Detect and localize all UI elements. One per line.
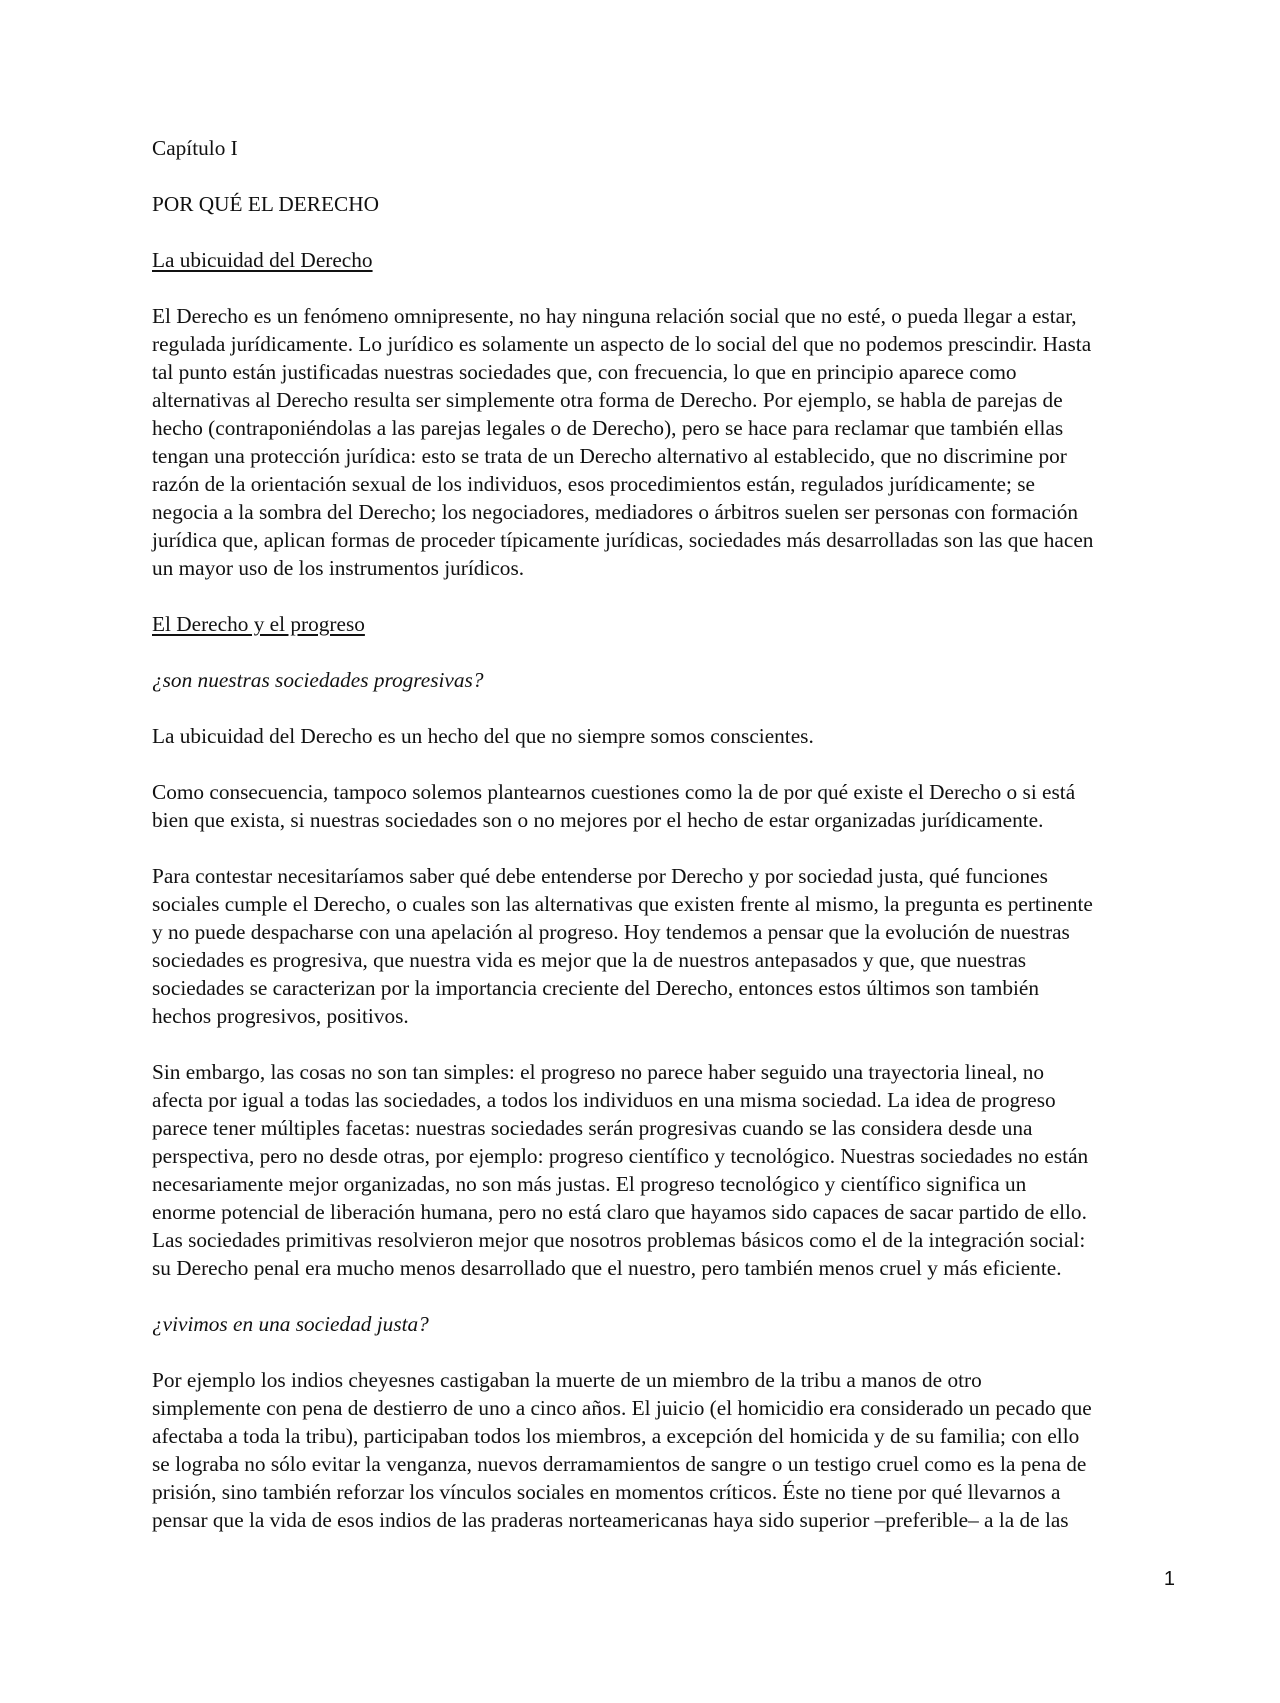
- paragraph-line: sociedades se caracterizan por la importancia creciente del Derecho, entonces estos últimos son también: [152, 976, 1040, 1000]
- paragraph-line: pensar que la vida de esos indios de las praderas norteamericanas haya sido superior –preferible– a la de las: [152, 1508, 1069, 1532]
- paragraph-line: Las sociedades primitivas resolvieron mejor que nosotros problemas básicos como el de la integración social:: [152, 1228, 1086, 1252]
- paragraph-sin-embargo: [152, 1058, 1182, 1282]
- paragraph-line: sociales cumple el Derecho, o cuales son las alternativas que existen frente al mismo, la pregunta es pertinente: [152, 892, 1093, 916]
- paragraph-line: afectaba a toda la tribu), participaban todos los miembros, a excepción del homicida y de su familia; con ello: [152, 1424, 1080, 1448]
- paragraph-line: su Derecho penal era mucho menos desarrollado que el nuestro, pero también menos cruel y más eficiente.: [152, 1256, 1062, 1280]
- chapter-title: POR QUÉ EL DERECHO: [152, 192, 379, 216]
- paragraph-line: El Derecho es un fenómeno omnipresente, no hay ninguna relación social que no esté, o pueda llegar a estar,: [152, 304, 1077, 328]
- paragraph-line: y no puede despacharse con una apelación al progreso. Hoy tendemos a pensar que la evolución de nuestras: [152, 920, 1070, 944]
- paragraph-line: hechos progresivos, positivos.: [152, 1004, 409, 1028]
- paragraph-line: Como consecuencia, tampoco solemos plantearnos cuestiones como la de por qué existe el Derecho o si está: [152, 780, 1076, 804]
- section-heading-text: La ubicuidad del Derecho: [152, 248, 373, 272]
- paragraph-cheyesnes: [152, 1366, 1182, 1534]
- paragraph-line: se lograba no sólo evitar la venganza, nuevos derramamientos de sangre o un testigo cruel como es la pena de: [152, 1452, 1087, 1476]
- paragraph-line: necesariamente mejor organizadas, no son más justas. El progreso tecnológico y científico significa un: [152, 1172, 1027, 1196]
- section-heading-progreso: [152, 610, 1182, 638]
- paragraph-line: perspectiva, pero no desde otras, por ejemplo: progreso científico y tecnológico. Nuestras sociedades no están: [152, 1144, 1089, 1168]
- document-page: [152, 134, 1182, 1562]
- paragraph-line: Para contestar necesitaríamos saber qué debe entenderse por Derecho y por sociedad justa, qué funciones: [152, 864, 1048, 888]
- paragraph-line: parece tener múltiples facetas: nuestras sociedades serán progresivas cuando se las considera desde una: [152, 1116, 1033, 1140]
- section-heading-ubicuidad: [152, 246, 1182, 274]
- paragraph-line: La ubicuidad del Derecho es un hecho del que no siempre somos conscientes.: [152, 724, 814, 748]
- paragraph-ubicuidad: [152, 302, 1182, 582]
- section-heading-text: El Derecho y el progreso: [152, 612, 365, 636]
- paragraph-line: afecta por igual a todas las sociedades, a todos los individuos en una misma sociedad. La idea de progreso: [152, 1088, 1056, 1112]
- paragraph-contestar: [152, 862, 1182, 1030]
- paragraph-line: hecho (contraponiéndolas a las parejas legales o de Derecho), pero se hace para reclamar que también ellas: [152, 416, 1064, 440]
- paragraph-line: negocia a la sombra del Derecho; los negociadores, mediadores o árbitros suelen ser personas con formación: [152, 500, 1079, 524]
- paragraph-line: tengan una protección jurídica: esto se trata de un Derecho alternativo al establecido, que no discrimine por: [152, 444, 1067, 468]
- paragraph-line: tal punto están justificadas nuestras sociedades que, con frecuencia, lo que en principio aparece como: [152, 360, 1017, 384]
- paragraph-line: Por ejemplo los indios cheyesnes castigaban la muerte de un miembro de la tribu a manos de otro: [152, 1368, 982, 1392]
- paragraph-line: bien que exista, si nuestras sociedades son o no mejores por el hecho de estar organizadas jurídicamente.: [152, 808, 1044, 832]
- paragraph-line: regulada jurídicamente. Lo jurídico es solamente un aspecto de lo social del que no podemos prescindir. Hasta: [152, 332, 1092, 356]
- paragraph-line: alternativas al Derecho resulta ser simplemente otra forma de Derecho. Por ejemplo, se habla de parejas de: [152, 388, 1063, 412]
- paragraph-line: Sin embargo, las cosas no son tan simples: el progreso no parece haber seguido una trayectoria lineal, no: [152, 1060, 1045, 1084]
- paragraph-line: razón de la orientación sexual de los individuos, esos procedimientos están, regulados jurídicamente; se: [152, 472, 1035, 496]
- paragraph-line: simplemente con pena de destierro de uno a cinco años. El juicio (el homicidio era considerado un pecado que: [152, 1396, 1092, 1420]
- paragraph-line: un mayor uso de los instrumentos jurídicos.: [152, 556, 525, 580]
- paragraph-consecuencia: [152, 778, 1182, 834]
- subheading-sociedades-progresivas: ¿son nuestras sociedades progresivas?: [152, 668, 484, 692]
- paragraph-line: enorme potencial de liberación humana, pero no está claro que hayamos sido capaces de sacar partido de ello.: [152, 1200, 1087, 1224]
- paragraph-line: prisión, sino también reforzar los vínculos sociales en momentos críticos. Éste no tiene por qué llevarnos a: [152, 1480, 1061, 1504]
- paragraph-line: jurídica que, aplican formas de proceder típicamente jurídicas, sociedades más desarrolladas son las que hacen: [152, 528, 1094, 552]
- paragraph-line: sociedades es progresiva, que nuestra vida es mejor que la de nuestros antepasados y que, que nuestras: [152, 948, 1027, 972]
- chapter-label: Capítulo I: [152, 136, 238, 160]
- page-number: 1: [1163, 1568, 1175, 1590]
- paragraph-ubicuidad-hecho: [152, 722, 1182, 750]
- subheading-sociedad-justa: ¿vivimos en una sociedad justa?: [152, 1312, 429, 1336]
